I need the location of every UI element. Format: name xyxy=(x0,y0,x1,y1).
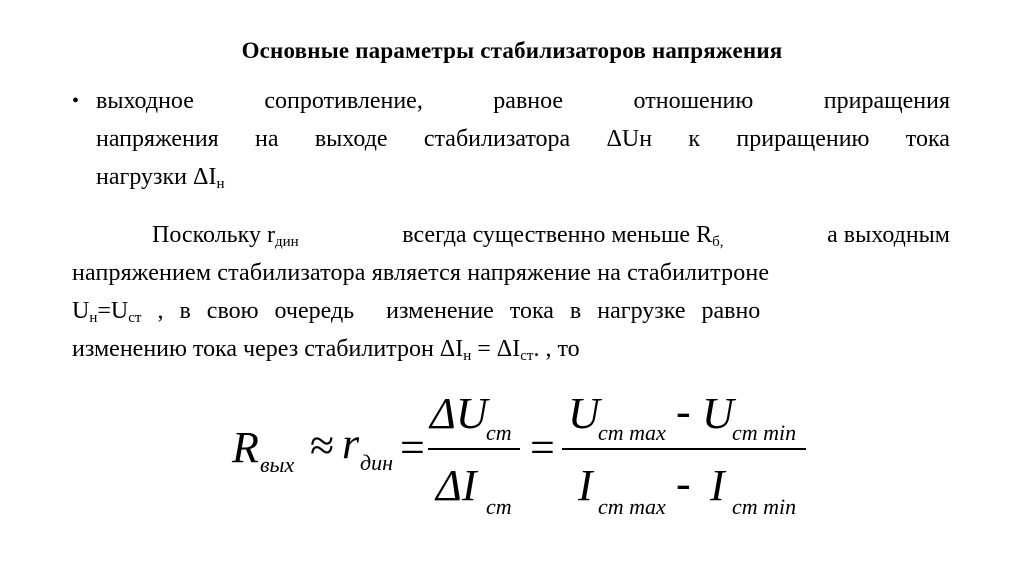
word: выходное xyxy=(96,88,194,114)
text: . , то xyxy=(533,336,580,362)
para-line-3 xyxy=(72,292,950,330)
formula-i-max: I xyxy=(578,461,593,510)
formula-delta-i-sub: ст xyxy=(486,494,512,519)
resistance-formula xyxy=(232,387,822,532)
fraction-bar-2 xyxy=(562,448,806,450)
word: на xyxy=(255,126,279,152)
subscript: ст xyxy=(520,348,534,364)
para-line-2 xyxy=(72,254,950,292)
formula-u-min: U xyxy=(702,389,734,438)
word: к xyxy=(688,126,701,152)
segment xyxy=(402,216,723,254)
para-line-1-content xyxy=(152,216,950,254)
word: стабилизатора xyxy=(423,126,571,152)
formula-minus-1: - xyxy=(676,387,691,436)
formula-delta-u-sub: ст xyxy=(486,420,512,445)
text: =U xyxy=(97,298,129,324)
bullet-line-2 xyxy=(96,120,950,158)
word: равное xyxy=(493,88,564,114)
text: нагрузки ΔI xyxy=(96,164,217,190)
formula-u-max: U xyxy=(568,389,600,438)
formula-approx: ≈ xyxy=(310,421,335,470)
word: приращению xyxy=(736,126,870,152)
word: тока xyxy=(905,126,950,152)
text: , в свою очередь изменение тока в нагрузке равно xyxy=(141,298,761,324)
fraction-bar-1 xyxy=(428,448,520,450)
subscript: н xyxy=(216,176,225,192)
formula-i-min-sub: ст min xyxy=(732,494,797,519)
text: всегда существенно меньше R xyxy=(402,222,713,248)
formula-delta-i: ΔI xyxy=(436,461,477,510)
text: = ΔI xyxy=(471,336,521,362)
formula-i-min: I xyxy=(710,461,725,510)
word: приращения xyxy=(823,88,950,114)
formula-equals-2: = xyxy=(530,423,555,472)
word: выходе xyxy=(314,126,388,152)
formula-r-dyn-sub: дин xyxy=(360,450,394,475)
para-line-4 xyxy=(72,330,950,368)
text: а выходным xyxy=(827,222,950,248)
slide-title: Основные параметры стабилизаторов напряжения xyxy=(241,38,783,63)
subscript: дин xyxy=(274,234,299,250)
formula-minus-2: - xyxy=(676,459,691,508)
text: напряжением стабилизатора является напряжение на стабилитроне xyxy=(72,260,770,286)
subscript: н xyxy=(463,348,472,364)
para-line-1 xyxy=(72,216,950,254)
word: ΔUн xyxy=(606,126,653,152)
formula-i-max-sub: ст max xyxy=(598,494,666,519)
formula-r-out-sub: вых xyxy=(260,452,295,477)
bullet-marker: • xyxy=(72,90,80,112)
bullet-text xyxy=(96,82,950,196)
text: изменению тока через стабилитрон ΔI xyxy=(72,336,464,362)
formula-equals-1: = xyxy=(400,423,425,472)
word: напряжения xyxy=(96,126,219,152)
segment xyxy=(72,292,141,330)
formula-r-dyn: r xyxy=(342,419,360,468)
subscript: б, xyxy=(712,234,724,250)
formula-u-min-sub: ст min xyxy=(732,420,797,445)
word: отношению xyxy=(633,88,754,114)
text: Поскольку r xyxy=(152,222,275,248)
word: сопротивление, xyxy=(264,88,423,114)
bullet-line-1 xyxy=(96,82,950,120)
text: U xyxy=(72,298,90,324)
explanation-paragraph xyxy=(72,216,950,368)
subscript: н xyxy=(89,310,98,326)
formula-u-max-sub: ст max xyxy=(598,420,666,445)
formula-delta-u: ΔU xyxy=(430,389,488,438)
bullet-line-3 xyxy=(96,158,950,196)
formula-r-out: R xyxy=(232,423,259,472)
subscript: ст xyxy=(128,310,142,326)
segment xyxy=(152,216,299,254)
